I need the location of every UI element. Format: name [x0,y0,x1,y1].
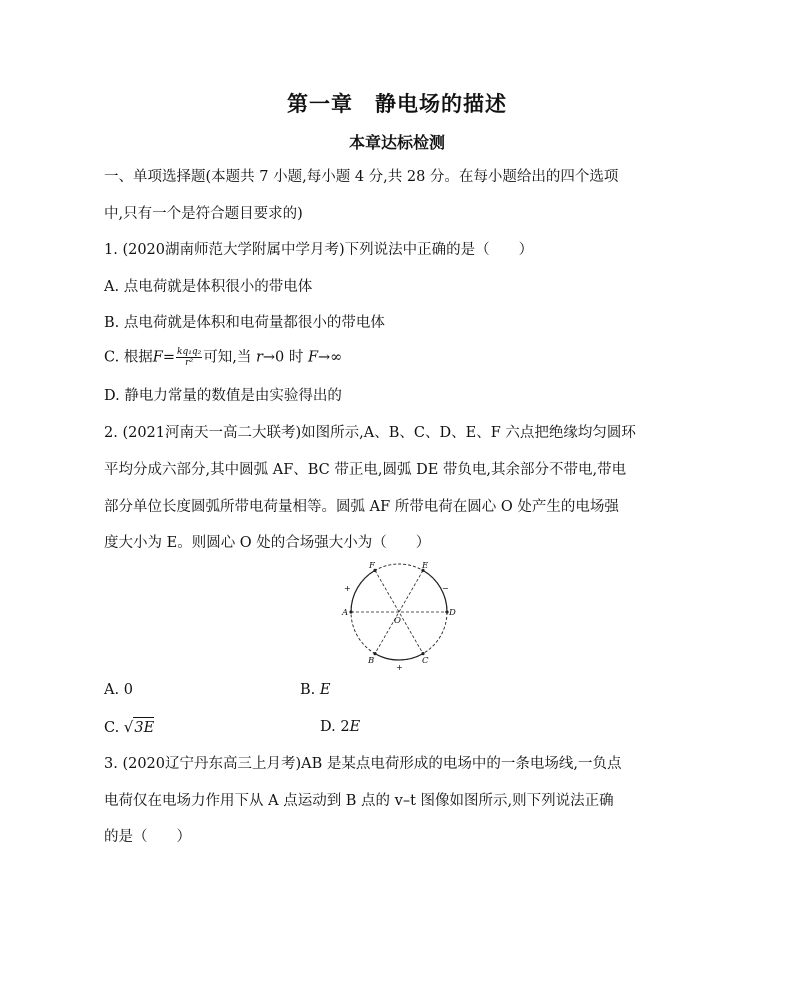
q2-options-row-1 [104,680,331,700]
q2-line-1: 2. (2021河南天一高二大联考)如图所示,A、B、C、D、E、F 六点把绝缘均匀圆环 [104,425,636,441]
q1-stem: 1. (2020湖南师范大学附属中学月考)下列说法中正确的是（ ） [104,242,534,258]
q1-c-r: r [255,349,263,366]
q2-line-3: 部分单位长度圆弧所带电荷量相等。圆弧 AF 所带电荷在圆心 O 处产生的电场强 [104,499,619,515]
q1-c-prefix: C. 根据 [104,349,153,366]
q2-option-d [320,717,360,737]
q2-line-2: 平均分成六部分,其中圆弧 AF、BC 带正电,圆弧 DE 带负电,其余部分不带电,带电 [104,462,627,478]
arc-BC [375,654,423,660]
label-B: B [368,656,375,666]
sqrt-sign: √ [123,718,134,736]
ring-diagram [338,560,460,672]
q3-line-1: 3. (2020辽宁丹东高三上月考)AB 是某点电荷形成的电场中的一条电场线,一负点 [104,756,622,772]
q2-option-c-prefix: C. [104,720,124,736]
section-heading-line-1: 一、单项选择题(本题共 7 小题,每小题 4 分,共 28 分。在每小题给出的四个选项 [104,169,619,185]
point-B [373,652,376,655]
label-A: A [342,608,349,618]
fraction-denominator: r² [185,358,194,368]
q1-c-eq: = [162,349,176,366]
q1-option-b: B. 点电荷就是体积和电荷量都很小的带电体 [104,315,385,331]
q1-c-inf: →∞ [318,349,343,366]
section-subtitle: 本章达标检测 [348,133,445,152]
label-O: O [394,616,401,626]
coulomb-fraction [176,347,202,368]
sign-AF: + [344,584,351,593]
q2-option-a: A. 0 [104,682,133,698]
chapter-number: 第一章 [287,92,353,116]
fraction-numerator: kq₁q₂ [177,347,202,357]
label-D: D [449,608,456,618]
q1-option-d: D. 静电力常量的数值是由实验得出的 [104,388,342,404]
arc-AF [351,570,375,612]
label-E: E [422,561,429,571]
q1-option-c [104,347,342,368]
q2-option-d-prefix: D. 2 [320,719,350,735]
sign-BC: + [396,663,403,672]
q1-c-F2: F [307,349,319,366]
q2-option-b-prefix: B. [300,682,320,698]
label-C: C [422,656,429,666]
q2-option-b [300,680,330,700]
chapter-name: 静电场的描述 [375,92,507,116]
q1-option-a: A. 点电荷就是体积很小的带电体 [104,279,313,295]
q2-option-b-value: E [319,682,331,698]
q2-line-4: 度大小为 E。则圆心 O 处的合场强大小为（ ） [104,535,431,551]
q2-option-c-value: 3E [133,717,154,738]
q1-c-arrow0: →0 时 [262,349,304,366]
q3-line-3: 的是（ ） [104,829,191,845]
sign-DE: − [442,584,449,593]
q1-c-mid: 可知,当 [203,349,252,366]
q2-option-c [104,720,154,736]
q2-options-row-2 [104,717,361,738]
section-heading-line-2: 中,只有一个是符合题目要求的) [104,206,303,222]
point-C [421,652,424,655]
label-F: F [369,561,375,571]
q3-line-2: 电荷仅在电场力作用下从 A 点运动到 B 点的 v–t 图像如图所示,则下列说法正确 [104,793,614,809]
point-A [349,610,352,613]
chapter-title [0,88,794,118]
q1-c-F: F [152,349,163,366]
q2-option-d-value: E [349,719,361,735]
